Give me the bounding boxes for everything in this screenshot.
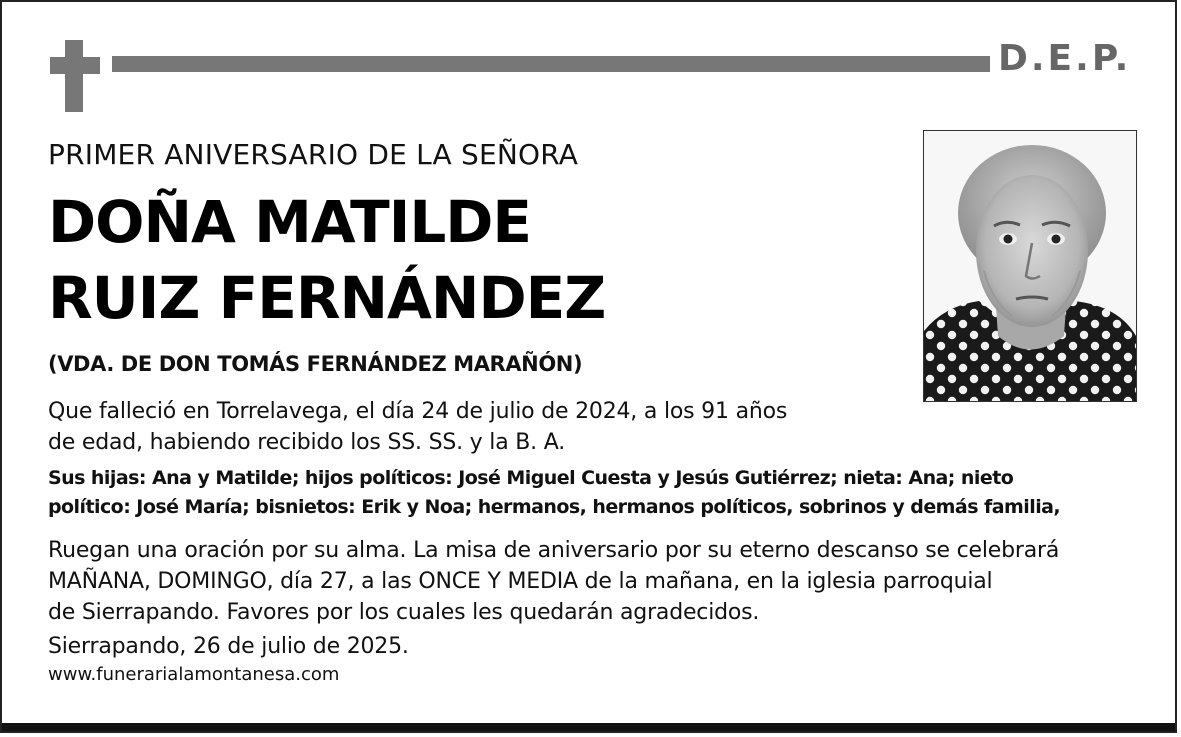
mass-line1: Ruegan una oración por su alma. La misa de aniversario por su eterno descanso se celebrará [48, 538, 1060, 563]
website-link[interactable]: www.funerarialamontanesa.com [48, 664, 340, 685]
intro-line: PRIMER ANIVERSARIO DE LA SEÑORA [48, 138, 579, 171]
deceased-name-line2: RUIZ FERNÁNDEZ [48, 264, 606, 332]
family-line2: político: José María; bisnietos: Erik y Noa; hermanos, hermanos políticos, sobrinos y demás familia, [48, 496, 1061, 518]
death-details-line1: Que falleció en Torrelavega, el día 24 de julio de 2024, a los 91 años [48, 399, 788, 424]
mass-line3: de Sierrapando. Favores por los cuales les quedarán agradecidos. [48, 600, 760, 625]
family-list [48, 464, 1138, 522]
death-details-line2: de edad, habiendo recibido los SS. SS. y la B. A. [48, 430, 566, 455]
place-date: Sierrapando, 26 de julio de 2025. [48, 634, 409, 659]
mass-announcement [48, 535, 1088, 628]
header-rule [112, 56, 990, 72]
family-line1: Sus hijas: Ana y Matilde; hijos políticos: José Miguel Cuesta y Jesús Gutiérrez; nieta: Ana; nieto [48, 467, 1014, 489]
dep-label: D.E.P. [998, 38, 1132, 79]
cross-icon [50, 40, 100, 112]
deceased-name-line1: DOÑA MATILDE [48, 188, 532, 256]
bottom-border [2, 723, 1175, 731]
portrait-photo [923, 130, 1137, 402]
mass-line2: MAÑANA, DOMINGO, día 27, a las ONCE Y MEDIA de la mañana, en la iglesia parroquial [48, 569, 993, 594]
death-details [48, 396, 848, 458]
widow-of-line: (VDA. DE DON TOMÁS FERNÁNDEZ MARAÑÓN) [48, 352, 583, 376]
